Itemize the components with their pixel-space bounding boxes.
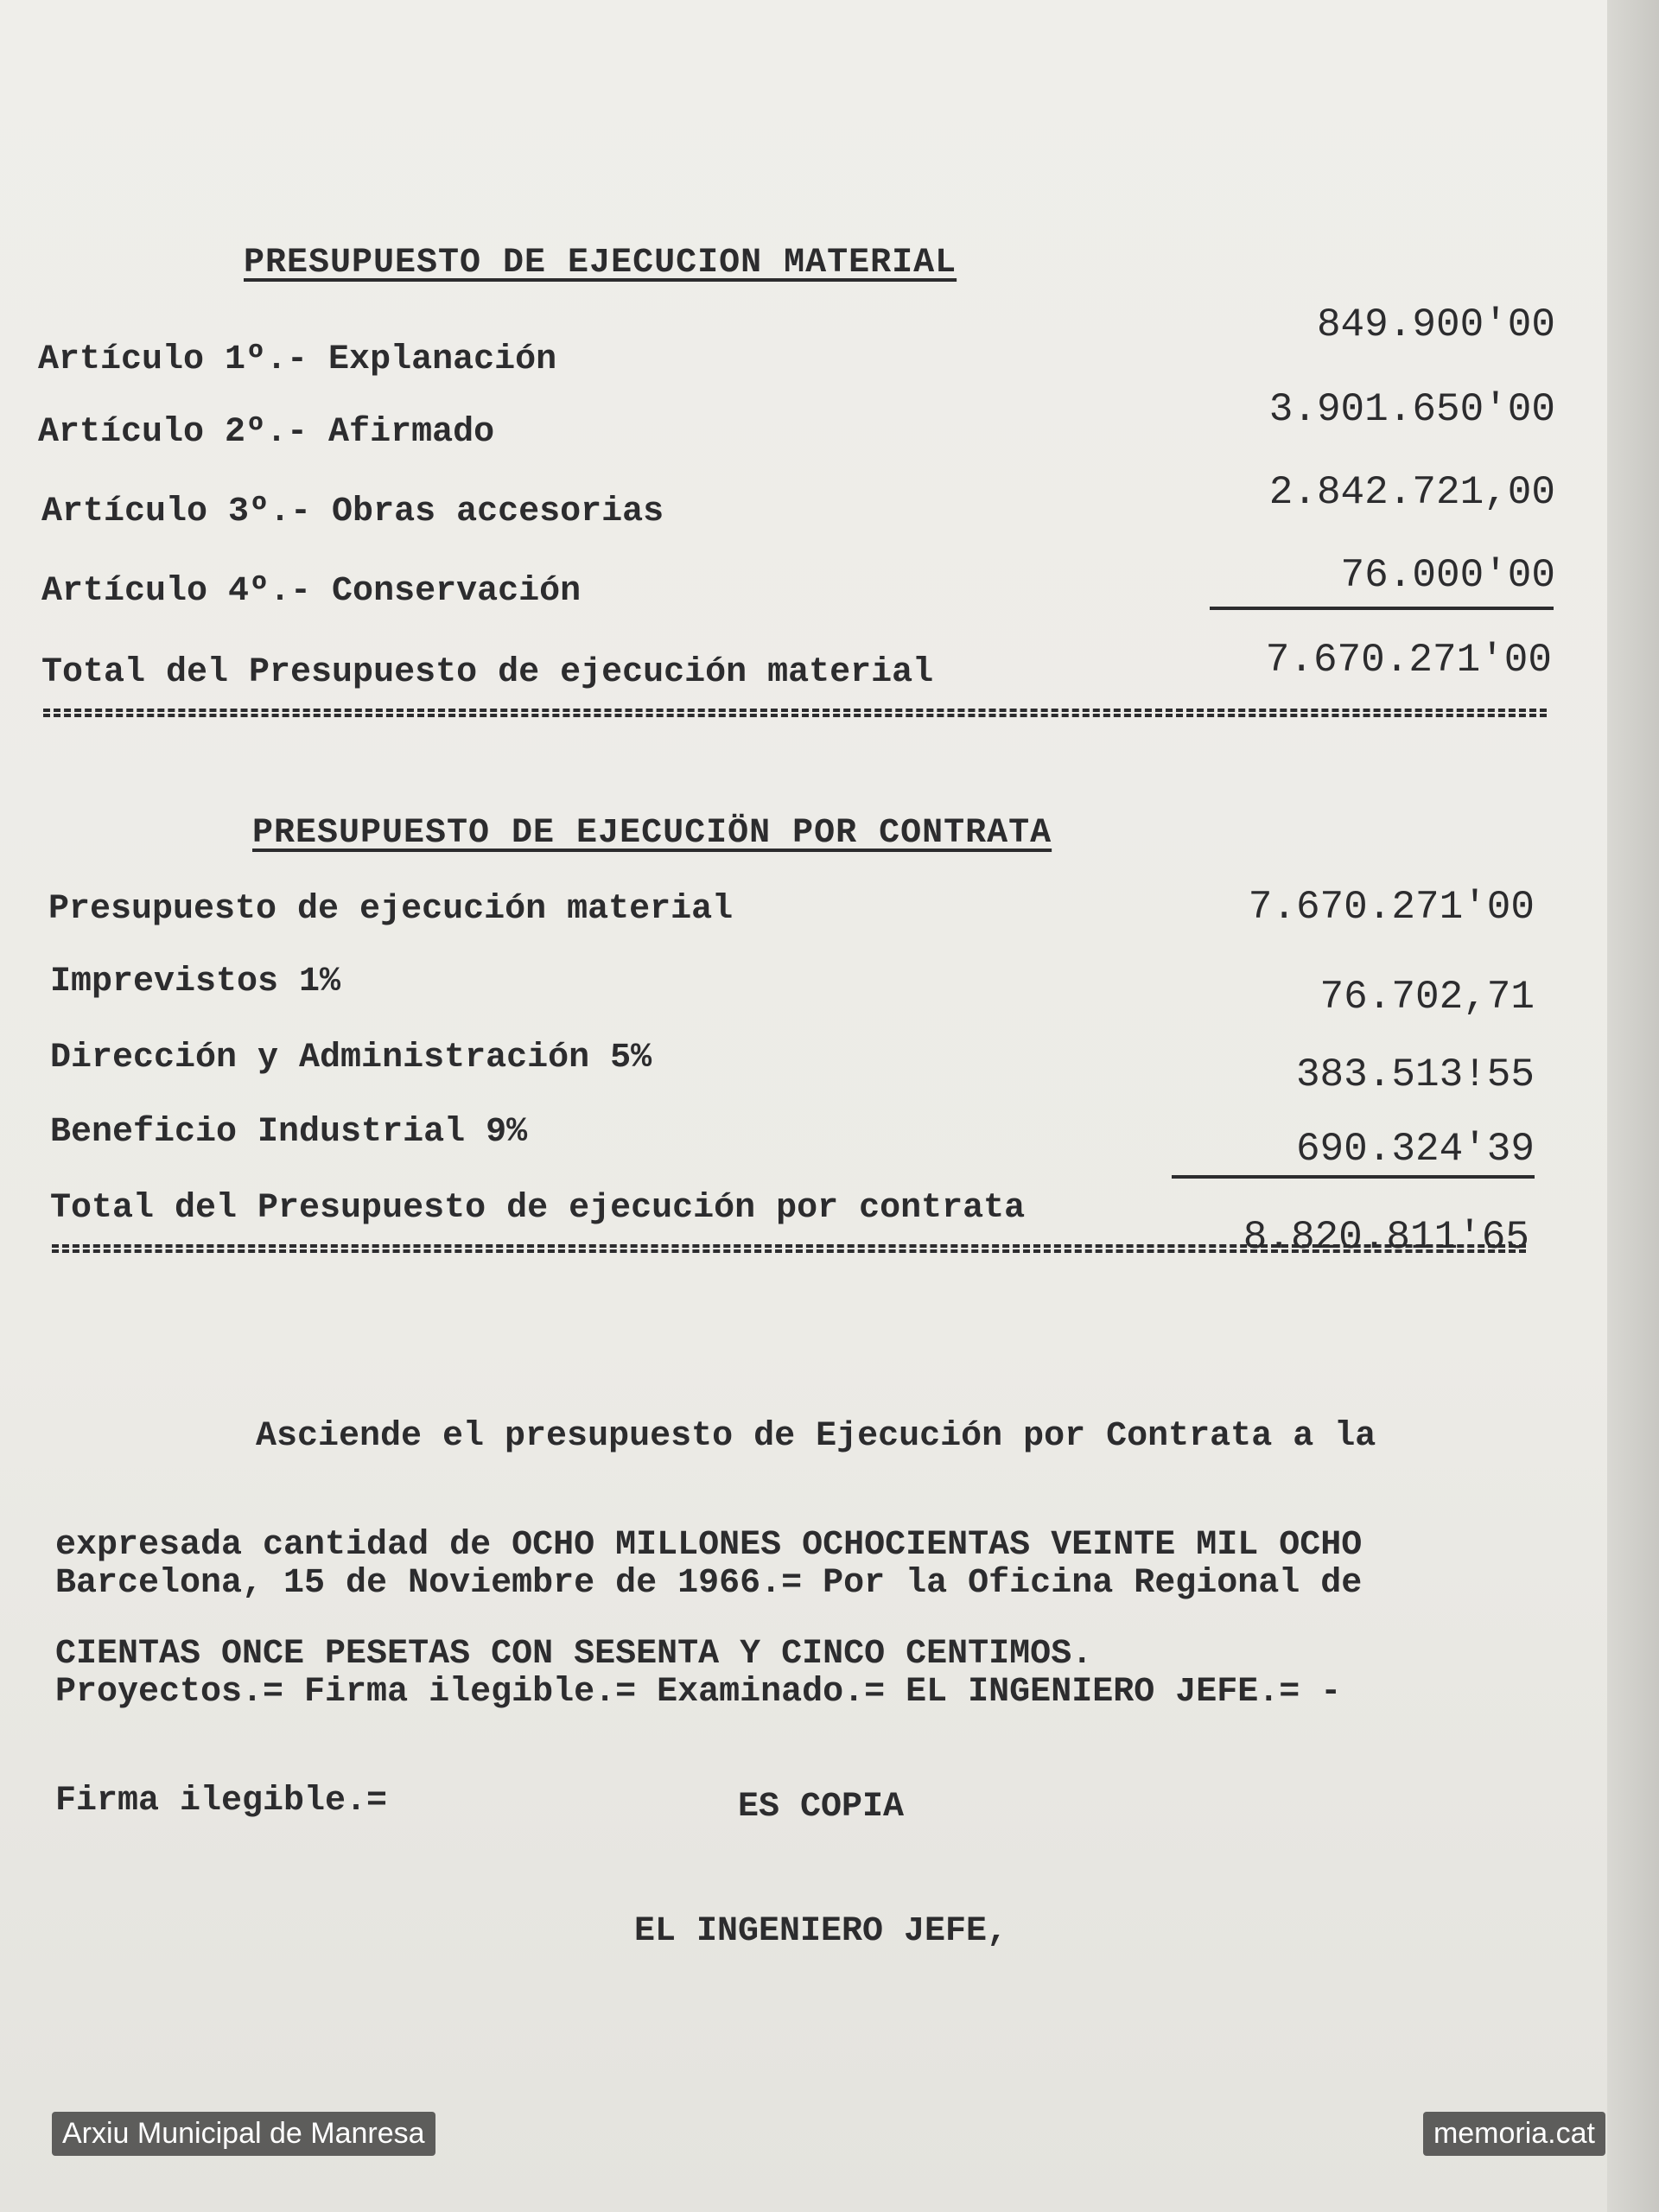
row-value: 690.324'39: [1295, 1127, 1535, 1172]
material-row: [0, 387, 1555, 465]
contrata-row: [0, 1113, 1555, 1172]
row-label: Beneficio Industrial 9%: [50, 1113, 528, 1152]
signature-block: [605, 1704, 1037, 1994]
contrata-section-title: PRESUPUESTO DE EJECUCIÖN POR CONTRATA: [252, 814, 1052, 853]
total-label: Total del Presupuesto de ejecución por contrata: [50, 1189, 1026, 1228]
row-value: 76.000'00: [1340, 553, 1555, 598]
row-label: Imprevistos 1%: [50, 963, 341, 1001]
row-value: 76.702,71: [1319, 975, 1535, 1020]
closing-line: Firma ilegible.=: [55, 1782, 388, 1821]
row-label: Artículo 2º.- Afirmado: [38, 413, 495, 452]
contrata-row: [0, 885, 1555, 942]
row-value: 3.901.650'00: [1268, 387, 1555, 432]
material-section-title: PRESUPUESTO DE EJECUCION MATERIAL: [244, 244, 957, 283]
row-value: 7.670.271'00: [1248, 885, 1535, 930]
page-edge-shadow: [1607, 0, 1659, 2212]
row-value: 2.842.721,00: [1268, 470, 1555, 515]
contrata-total-row: [0, 1189, 1555, 1260]
archive-watermark: Arxiu Municipal de Manresa: [52, 2112, 435, 2156]
closing-line: Proyectos.= Firma ilegible.= Examinado.= EL INGENIERO JEFE.= -: [55, 1673, 1342, 1712]
contrata-row: [0, 963, 1555, 1020]
row-value: 849.900'00: [1316, 302, 1555, 347]
total-value: 8.820.811'65: [1243, 1215, 1529, 1260]
row-label: Artículo 4º.- Conservación: [41, 572, 582, 611]
site-watermark: memoria.cat: [1423, 2112, 1605, 2156]
paragraph-line: CIENTAS ONCE PESETAS CON SESENTA Y CINCO CENTIMOS.: [55, 1635, 1093, 1674]
paragraph-line: expresada cantidad de OCHO MILLONES OCHOCIENTAS VEINTE MIL OCHO: [55, 1526, 1363, 1565]
subtotal-underline: [1172, 1175, 1535, 1179]
material-row: [0, 470, 1555, 544]
row-label: Artículo 3º.- Obras accesorias: [41, 493, 664, 531]
contrata-row: [0, 1039, 1555, 1097]
row-label: Presupuesto de ejecución material: [48, 890, 734, 929]
subtotal-underline: [1210, 607, 1554, 610]
total-double-rule: [52, 1244, 1526, 1253]
material-row: [0, 553, 1555, 624]
material-total-row: [0, 638, 1555, 705]
signature-line: EL INGENIERO JEFE,: [633, 1912, 1008, 1951]
closing-line: Barcelona, 15 de Noviembre de 1966.= Por la Oficina Regional de: [55, 1564, 1363, 1603]
total-value: 7.670.271'00: [1265, 638, 1552, 683]
signature-line: ES COPIA: [737, 1788, 905, 1827]
total-label: Total del Presupuesto de ejecución material: [41, 653, 934, 692]
total-double-rule: [43, 709, 1547, 717]
paragraph-line: Asciende el presupuesto de Ejecución por Contrata a la: [256, 1417, 1376, 1456]
row-value: 383.513!55: [1295, 1052, 1535, 1097]
material-row: [0, 302, 1555, 380]
row-label: Dirección y Administración 5%: [50, 1039, 652, 1077]
row-label: Artículo 1º.- Explanación: [38, 340, 557, 379]
